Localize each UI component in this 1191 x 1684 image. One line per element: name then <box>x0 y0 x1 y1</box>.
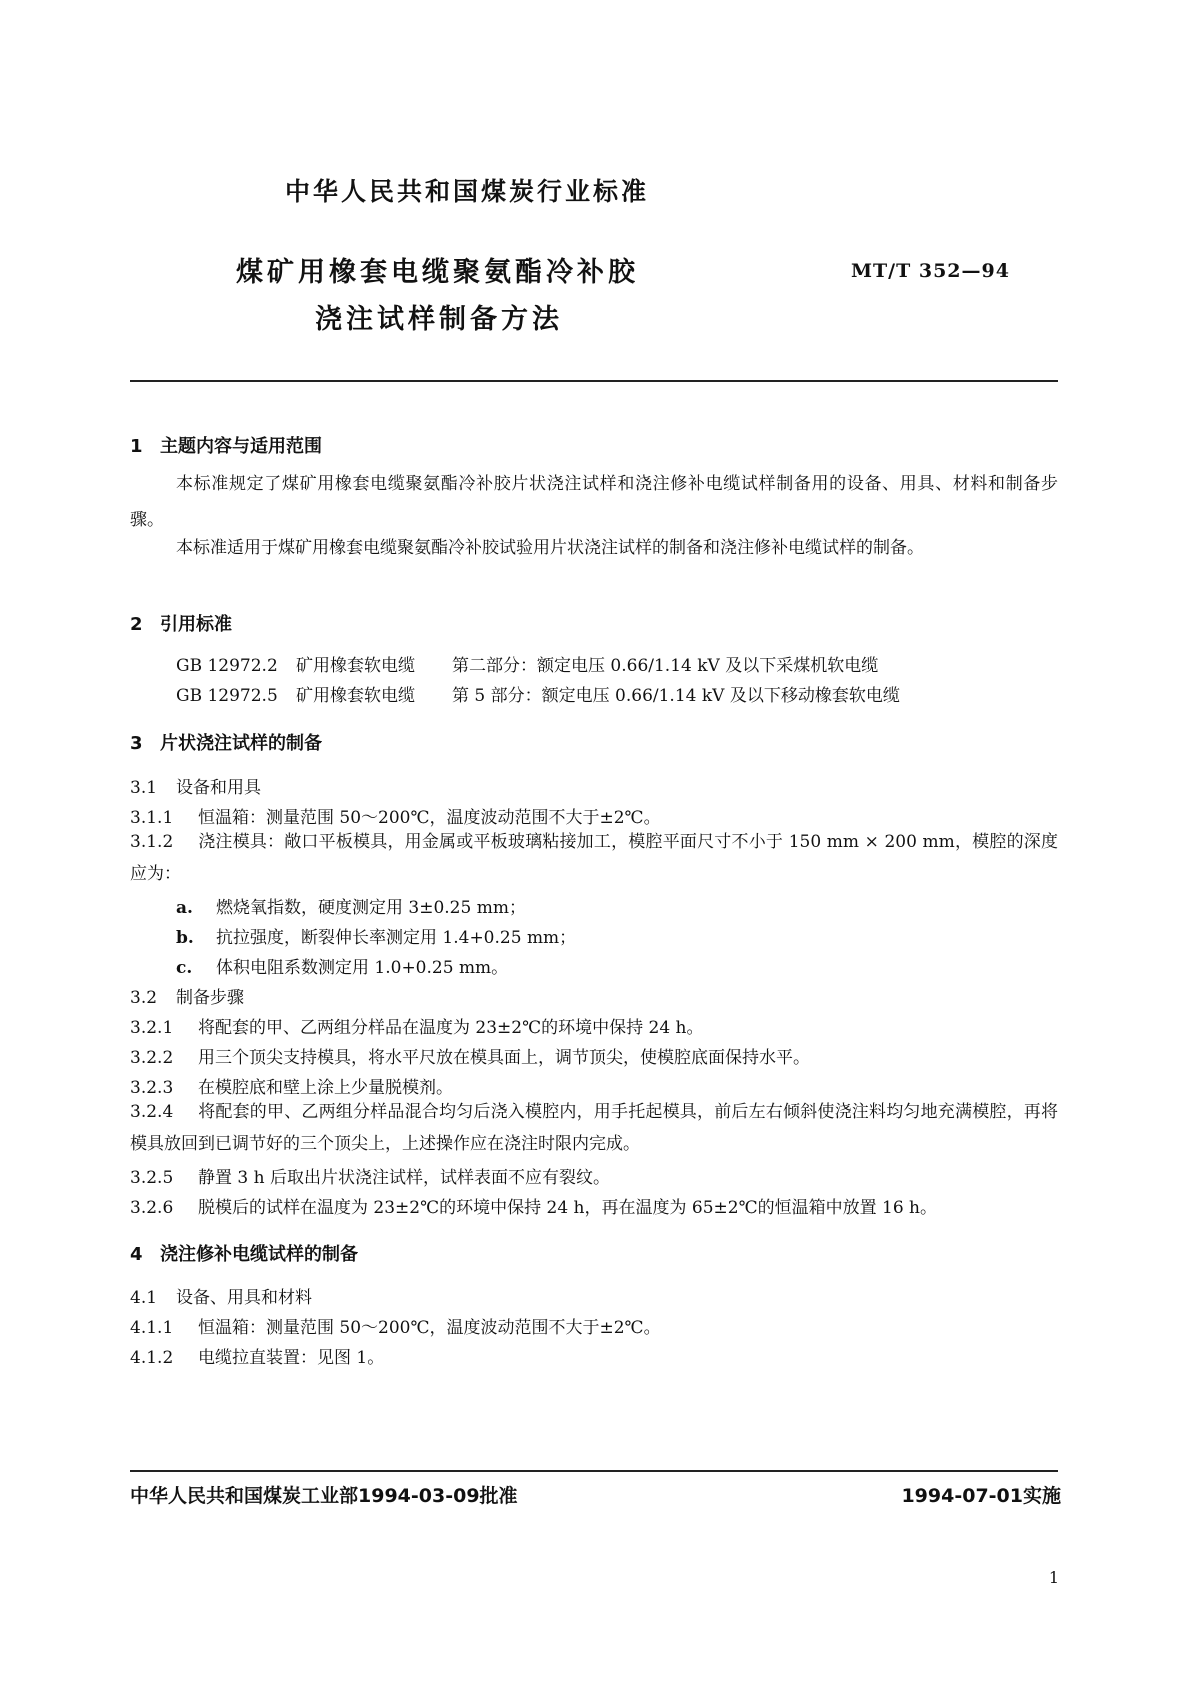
section-1-paragraph-2: 本标准适用于煤矿用橡套电缆聚氨酯冷补胶试验用片状浇注试样的制备和浇注修补电缆试样的制备。 <box>176 538 924 558</box>
effective-date: 1994-07-01实施 <box>901 1485 1061 1507</box>
section-4-heading <box>130 1240 358 1266</box>
header-divider <box>130 380 1058 382</box>
clause-3-2-5 <box>130 1163 610 1188</box>
clause-number: 3.1 <box>130 778 158 798</box>
reference-part: 第 5 部分：额定电压 0.66/1.14 kV 及以下移动橡套软电缆 <box>452 686 900 706</box>
item-letter: a. <box>176 898 193 918</box>
clause-3-2-2 <box>130 1043 810 1068</box>
reference-item <box>176 681 900 706</box>
clause-number: 3.1.2 <box>130 832 174 852</box>
item-text: 燃烧氧指数，硬度测定用 3±0.25 mm； <box>216 898 526 918</box>
clause-3-1-1 <box>130 803 661 828</box>
reference-code: GB 12972.5 <box>176 686 278 706</box>
clause-text: 用三个顶尖支持模具，将水平尺放在模具面上，调节顶尖，使模腔底面保持水平。 <box>198 1048 810 1068</box>
document-title-line1: 煤矿用橡套电缆聚氨酯冷补胶 <box>236 257 639 288</box>
footer-divider <box>130 1470 1058 1472</box>
clause-number: 3.2.6 <box>130 1198 174 1218</box>
section-title: 片状浇注试样的制备 <box>160 733 322 754</box>
clause-number: 3.2.3 <box>130 1078 174 1098</box>
clause-number: 4.1.1 <box>130 1318 174 1338</box>
reference-code: GB 12972.2 <box>176 656 278 676</box>
item-letter: b. <box>176 928 194 948</box>
reference-item <box>176 651 878 676</box>
clause-text: 脱模后的试样在温度为 23±2℃的环境中保持 24 h，再在温度为 65±2℃的恒温箱中放置 16 h。 <box>198 1198 938 1218</box>
clause-3-1 <box>130 773 261 798</box>
list-item <box>176 953 508 978</box>
clause-3-2-3 <box>130 1073 453 1098</box>
item-letter: c. <box>176 958 193 978</box>
item-text: 体积电阻系数测定用 1.0+0.25 mm。 <box>216 958 509 978</box>
clause-3-1-2 <box>130 826 1058 890</box>
clause-4-1 <box>130 1283 312 1308</box>
reference-part: 第二部分：额定电压 0.66/1.14 kV 及以下采煤机软电缆 <box>452 656 879 676</box>
section-title: 引用标准 <box>160 614 232 635</box>
section-1-heading <box>130 432 322 458</box>
standard-heading: 中华人民共和国煤炭行业标准 <box>285 177 650 206</box>
list-item <box>176 893 526 918</box>
section-3-heading <box>130 729 322 755</box>
clause-number: 4.1 <box>130 1288 158 1308</box>
clause-text: 恒温箱：测量范围 50～200℃，温度波动范围不大于±2℃。 <box>198 1318 661 1338</box>
clause-text: 制备步骤 <box>176 988 244 1008</box>
clause-number: 4.1.2 <box>130 1348 174 1368</box>
section-number: 2 <box>130 614 143 635</box>
section-1-paragraph-1: 本标准规定了煤矿用橡套电缆聚氨酯冷补胶片状浇注试样和浇注修补电缆试样制备用的设备、用具、材料和制备步骤。 <box>130 474 1058 530</box>
section-2-heading <box>130 610 232 636</box>
clause-number: 3.2.5 <box>130 1168 174 1188</box>
clause-3-2 <box>130 983 244 1008</box>
clause-text: 浇注模具：敞口平板模具，用金属或平板玻璃粘接加工，模腔平面尺寸不小于 150 mm × 200 mm，模腔的深度应为： <box>130 832 1058 884</box>
clause-number: 3.2.1 <box>130 1018 174 1038</box>
section-title: 主题内容与适用范围 <box>160 436 322 457</box>
section-number: 4 <box>130 1244 143 1265</box>
clause-text: 设备和用具 <box>176 778 261 798</box>
reference-name: 矿用橡套软电缆 <box>296 656 415 676</box>
clause-text: 在模腔底和壁上涂上少量脱模剂。 <box>198 1078 453 1098</box>
document-title-line2: 浇注试样制备方法 <box>315 304 563 335</box>
clause-number: 3.2 <box>130 988 158 1008</box>
clause-number: 3.2.4 <box>130 1102 174 1122</box>
clause-text: 设备、用具和材料 <box>176 1288 312 1308</box>
clause-number: 3.1.1 <box>130 808 174 828</box>
list-item <box>176 923 576 948</box>
item-text: 抗拉强度，断裂伸长率测定用 1.4+0.25 mm； <box>216 928 577 948</box>
page-number: 1 <box>1048 1568 1059 1587</box>
clause-text: 将配套的甲、乙两组分样品在温度为 23±2℃的环境中保持 24 h。 <box>198 1018 704 1038</box>
clause-text: 将配套的甲、乙两组分样品混合均匀后浇入模腔内，用手托起模具，前后左右倾斜使浇注料均匀地充满模腔，再将模具放回到已调节好的三个顶尖上，上述操作应在浇注时限内完成。 <box>130 1102 1058 1154</box>
clause-4-1-1 <box>130 1313 661 1338</box>
clause-3-2-1 <box>130 1013 704 1038</box>
reference-name: 矿用橡套软电缆 <box>296 686 415 706</box>
section-title: 浇注修补电缆试样的制备 <box>160 1244 358 1265</box>
clause-text: 静置 3 h 后取出片状浇注试样，试样表面不应有裂纹。 <box>198 1168 610 1188</box>
clause-number: 3.2.2 <box>130 1048 174 1068</box>
clause-3-2-6 <box>130 1193 937 1218</box>
clause-text: 电缆拉直装置：见图 1。 <box>198 1348 385 1368</box>
standard-code: MT/T 352—94 <box>851 260 1010 282</box>
section-number: 1 <box>130 436 143 457</box>
clause-4-1-2 <box>130 1343 384 1368</box>
section-number: 3 <box>130 733 143 754</box>
clause-text: 恒温箱：测量范围 50～200℃，温度波动范围不大于±2℃。 <box>198 808 661 828</box>
clause-3-2-4 <box>130 1096 1058 1160</box>
approval-statement: 中华人民共和国煤炭工业部1994-03-09批准 <box>130 1485 518 1507</box>
